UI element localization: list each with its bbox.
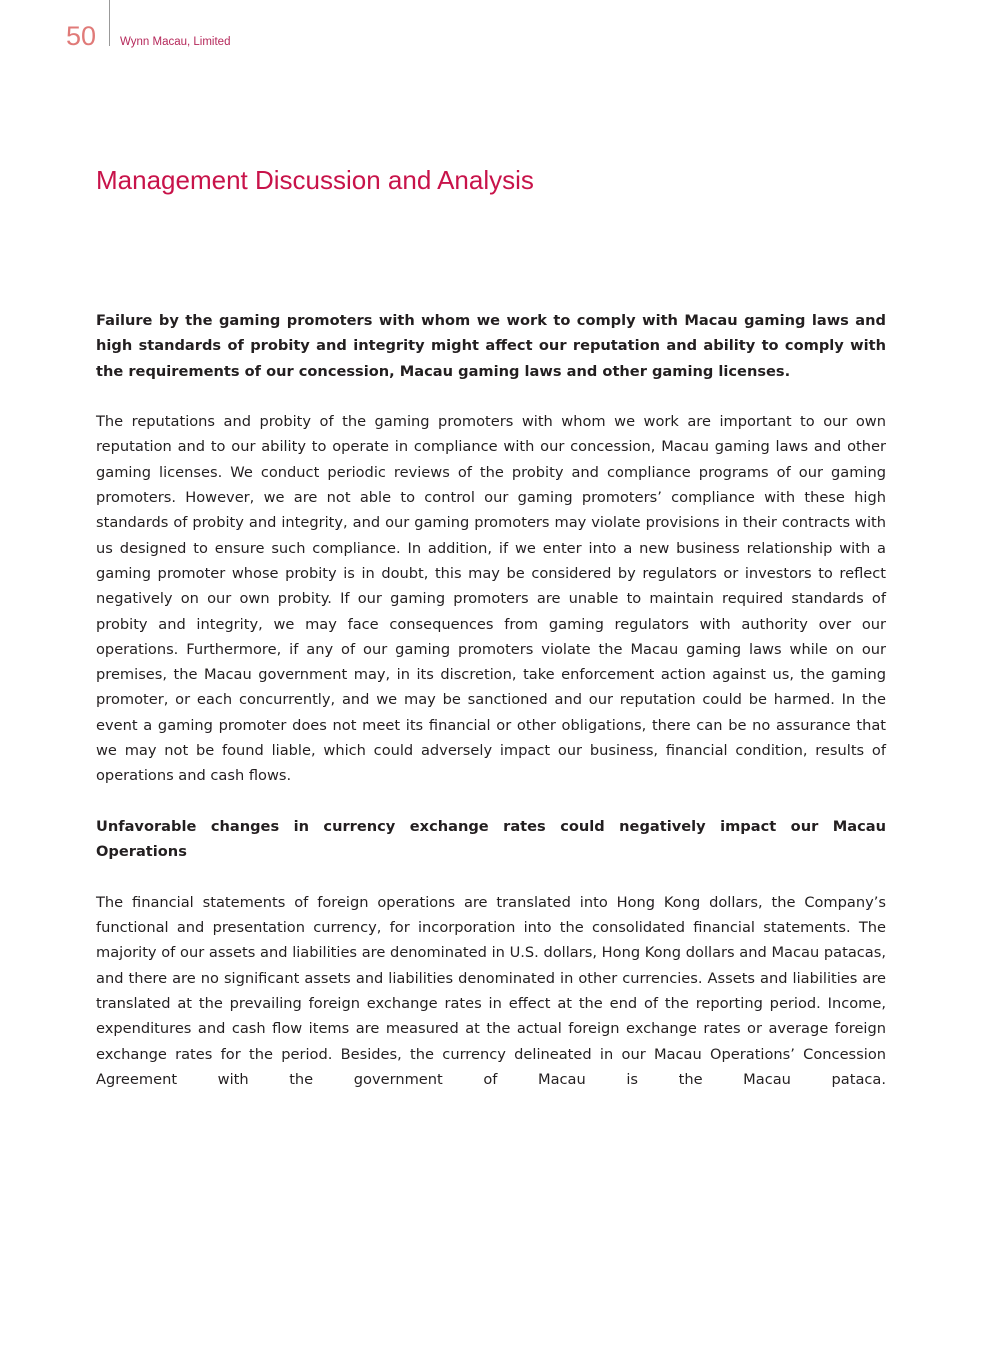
- page-title: Management Discussion and Analysis: [96, 165, 534, 195]
- section-heading: Failure by the gaming promoters with whom we work to comply with Macau gaming laws and high standards of probity and integrity might affect our reputation and ability to comply with the requirements of our concession, Macau gaming laws and other gaming licenses.: [96, 312, 886, 380]
- header-divider: [109, 0, 110, 46]
- section-paragraph: The reputations and probity of the gaming promoters with whom we work are important to our own reputation and to our ability to operate in compliance with our concession, Macau gaming laws and other gaming licenses. We conduct periodic reviews of the probity and compliance programs of our gaming promoters. However, we are not able to control our gaming promoters’ compliance with these high standards of probity and integrity, and our gaming promoters may violate provisions in their contracts with us designed to ensure such compliance. In addition, if we enter into a new business relationship with a gaming promoter whose probity is in doubt, this may be considered by regulators or investors to reflect negatively on our own probity. If our gaming promoters are unable to maintain required standards of probity and integrity, we may face consequences from gaming regulators with authority over our operations. Furthermore, if any of our gaming promoters violate the Macau gaming laws while on our premises, the Macau government may, in its discretion, take enforcement action against us, the gaming promoter, or each concurrently, and we may be sanctioned and our reputation could be harmed. In the event a gaming promoter does not meet its financial or other obligations, there can be no assurance that we may not be found liable, which could adversely impact our business, financial condition, results of operations and cash flows.: [96, 413, 886, 785]
- page-number: 50: [66, 21, 97, 51]
- section-heading: Unfavorable changes in currency exchange rates could negatively impact our Macau Operations: [96, 817, 886, 861]
- company-name: Wynn Macau, Limited: [120, 36, 231, 48]
- section-paragraph: The financial statements of foreign operations are translated into Hong Kong dollars, the Company’s functional and presentation currency, for incorporation into the consolidated financial statements. The majority of our assets and liabilities are denominated in U.S. dollars, Hong Kong dollars and Macau patacas, and there are no significant assets and liabilities denominated in other currencies. Assets and liabilities are translated at the prevailing foreign exchange rates in effect at the end of the reporting period. Income, expenditures and cash flow items are measured at the actual foreign exchange rates or average foreign exchange rates for the period. Besides, the currency delineated in our Macau Operations’ Concession Agreement with the government of Macau is the Macau pataca.: [96, 893, 886, 1088]
- document-body: [96, 308, 886, 1118]
